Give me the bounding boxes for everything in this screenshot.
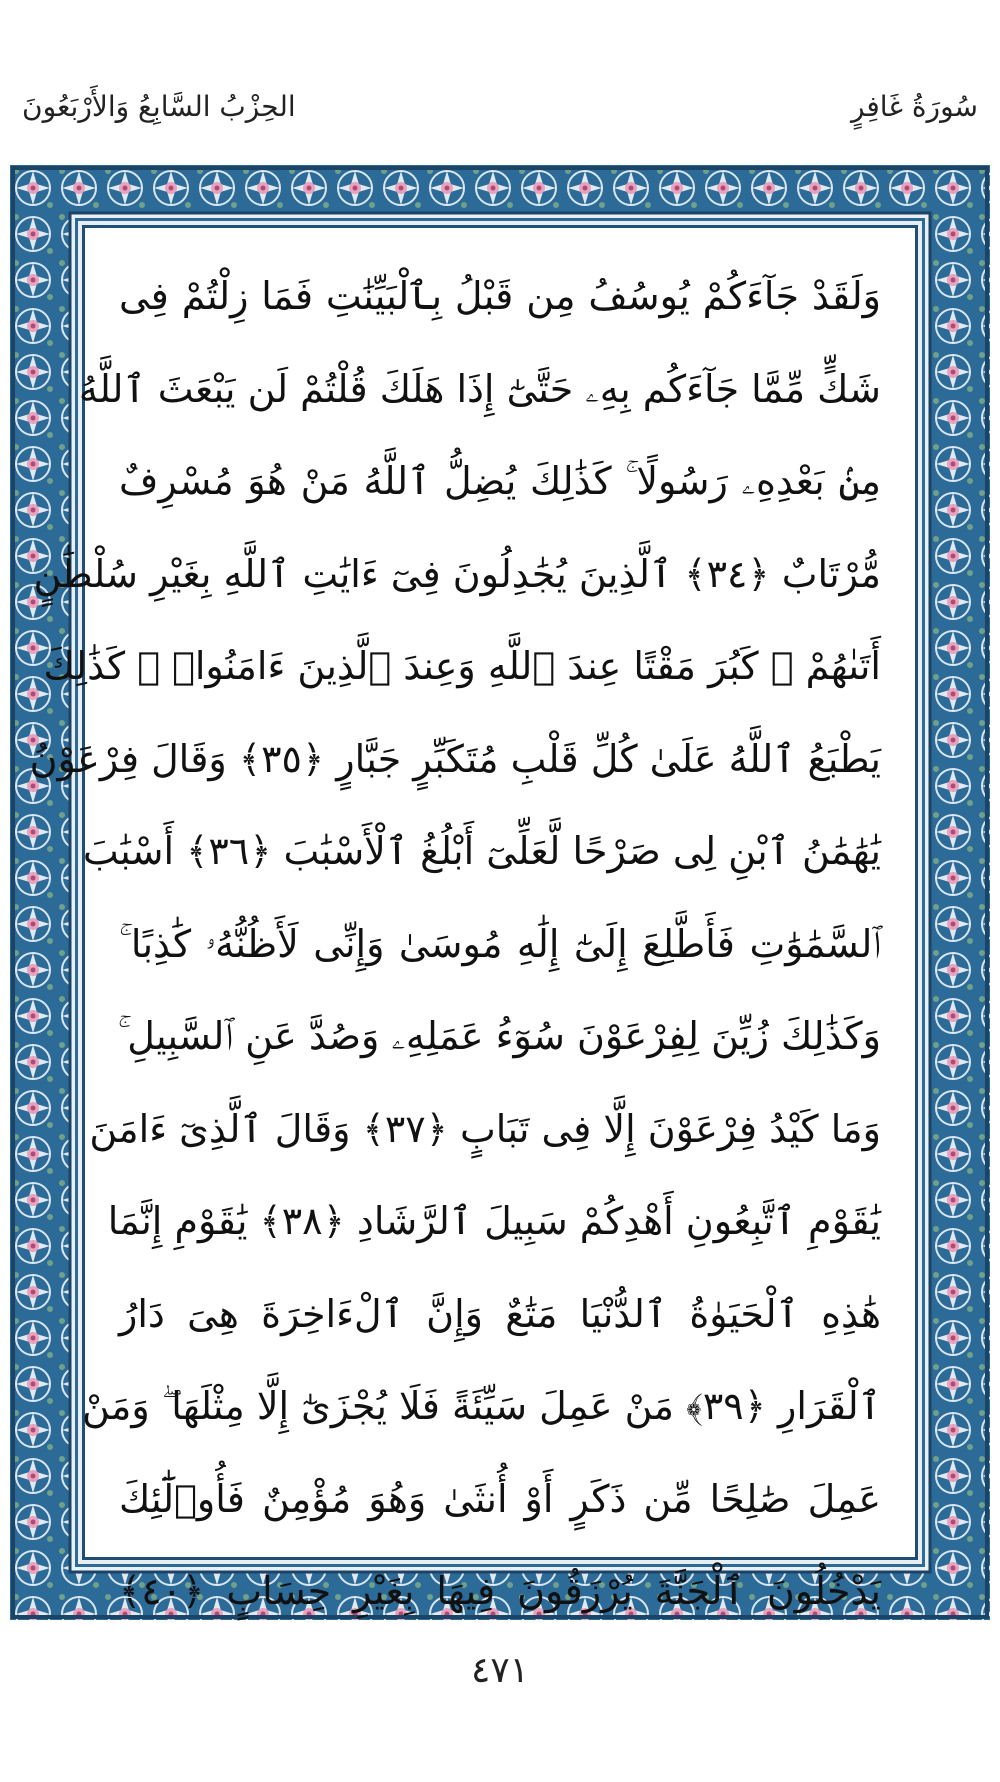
text-line: عَمِلَ صَٰلِحًا مِّن ذَكَرٍ أَوْ أُنثَىٰ وَهُوَ مُؤْمِنٌ فَأُو۟لَٰٓئِكَ: [119, 1476, 881, 1521]
text-line: يَٰهَٰمَٰنُ ٱبْنِ لِى صَرْحًا لَّعَلِّىٓ أَبْلُغُ ٱلْأَسْبَٰبَ ﴿٣٦﴾ أَسْبَٰبَ: [82, 829, 881, 873]
surah-title: سُورَةُ غَافِرٍ: [850, 90, 978, 123]
text-line: يَدْخُلُونَ ٱلْجَنَّةَ يُرْزَقُونَ فِيهَا بِغَيْرِ حِسَابٍ ﴿٤٠﴾: [119, 1569, 881, 1613]
verses-block: [29, 250, 881, 1638]
text-line: شَكٍّ مِّمَّا جَآءَكُم بِهِۦ حَتَّىٰٓ إِذَا هَلَكَ قُلْتُمْ لَن يَبْعَثَ ٱللَّهُ: [78, 366, 881, 411]
text-line: يَطْبَعُ ٱللَّهُ عَلَىٰ كُلِّ قَلْبِ مُتَكَبِّرٍ جَبَّارٍ ﴿٣٥﴾ وَقَالَ فِرْعَوْنُ: [29, 736, 881, 781]
text-line: مُّرْتَابٌ ﴿٣٤﴾ ٱلَّذِينَ يُجَٰدِلُونَ فِىٓ ءَايَٰتِ ٱللَّهِ بِغَيْرِ سُلْطَٰنٍ: [33, 551, 881, 596]
text-line: مِنۢ بَعْدِهِۦ رَسُولًا ۚ كَذَٰلِكَ يُضِلُّ ٱللَّهُ مَنْ هُوَ مُسْرِفٌ: [119, 459, 881, 503]
text-line: وَلَقَدْ جَآءَكُمْ يُوسُفُ مِن قَبْلُ بِٱلْبَيِّنَٰتِ فَمَا زِلْتُمْ فِى: [119, 274, 881, 318]
ornamental-frame: [10, 165, 990, 1620]
text-line: هَٰذِهِ ٱلْحَيَوٰةُ ٱلدُّنْيَا مَتَٰعٌ وَإِنَّ ٱلْءَاخِرَةَ هِىَ دَارُ: [119, 1291, 881, 1336]
text-line: ٱلسَّمَٰوَٰتِ فَأَطَّلِعَ إِلَىٰٓ إِلَٰهِ مُوسَىٰ وَإِنِّى لَأَظُنُّهُۥ كَٰذِبًا ۚ: [119, 921, 881, 966]
text-line: ٱلْقَرَارِ ﴿٣٩﴾ مَنْ عَمِلَ سَيِّئَةً فَلَا يُجْزَىٰٓ إِلَّا مِثْلَهَا ۖ وَمَنْ: [82, 1384, 881, 1428]
text-page: [29, 225, 918, 1613]
text-line: وَكَذَٰلِكَ زُيِّنَ لِفِرْعَوْنَ سُوٓءُ عَمَلِهِۦ وَصُدَّ عَنِ ٱلسَّبِيلِ ۚ: [117, 1014, 881, 1058]
text-line: أَتَىٰهُمْ ۖ كَبُرَ مَقْتًا عِندَ ٱللَّهِ وَعِندَ ٱلَّذِينَ ءَامَنُوا۟ ۚ كَذَٰلِكَ: [43, 644, 881, 688]
page-number: ٤٧١: [470, 1650, 529, 1691]
text-line: يَٰقَوْمِ ٱتَّبِعُونِ أَهْدِكُمْ سَبِيلَ ٱلرَّشَادِ ﴿٣٨﴾ يَٰقَوْمِ إِنَّمَا: [107, 1199, 881, 1243]
hizb-title: الحِزْبُ السَّابِعُ وَالأَرْبَعُونَ: [22, 90, 296, 123]
text-line: وَمَا كَيْدُ فِرْعَوْنَ إِلَّا فِى تَبَابٍ ﴿٣٧﴾ وَقَالَ ٱلَّذِىٓ ءَامَنَ: [89, 1106, 881, 1151]
